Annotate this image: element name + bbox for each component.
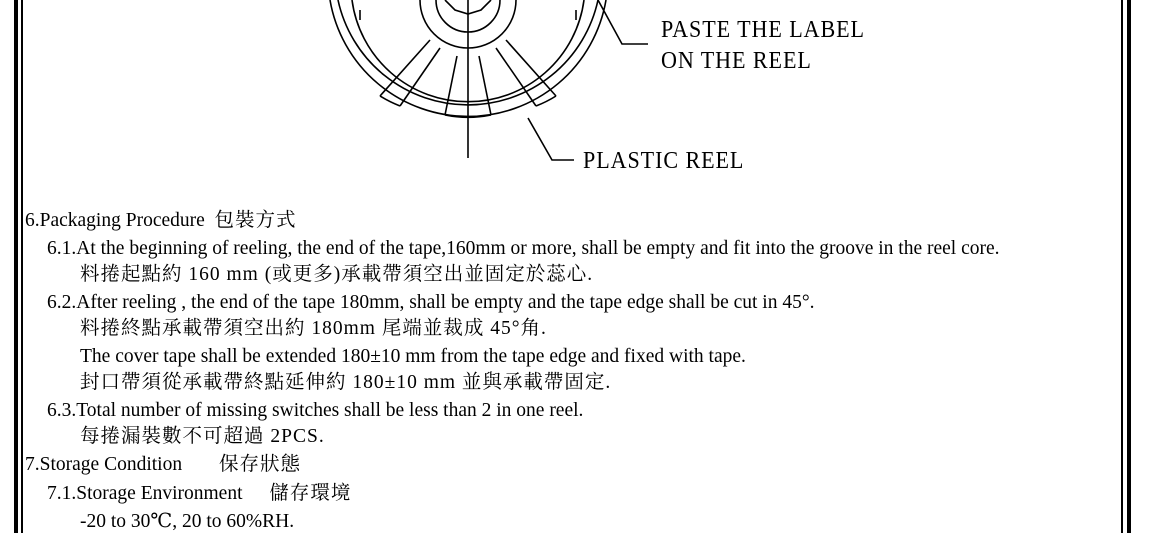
section-6-title-zh: 包裝方式: [214, 210, 297, 231]
label-callout: [661, 15, 865, 77]
item-6-2-en-2: The cover tape shall be extended 180±10 mm from the tape edge and fixed with tape.: [80, 346, 746, 367]
section-7-title: 7.Storage Condition: [25, 454, 183, 475]
section-6-title: 6.Packaging Procedure: [25, 210, 205, 231]
label-callout-line-1: PASTE THE LABEL: [661, 17, 865, 43]
item-6-3-zh: 每捲漏裝數不可超過 2PCS.: [80, 426, 325, 447]
section-6-heading: [25, 209, 297, 233]
item-6-2-zh-2: 封口帶須從承載帶終點延伸約 180±10 mm 並與承載帶固定.: [80, 372, 612, 393]
item-6-1-en: 6.1.At the beginning of reeling, the end of the tape,160mm or more, shall be empty and fit into the groove in the reel core.: [47, 238, 1000, 259]
item-6-1-zh: 料捲起點約 160 mm (或更多)承載帶須空出並固定於蕊心.: [80, 264, 594, 285]
section-7-title-zh: 保存狀態: [218, 454, 301, 475]
reel-spoke: [506, 40, 556, 96]
reel-spoke: [479, 56, 491, 115]
item-6-3-en: 6.3.Total number of missing switches shall be less than 2 in one reel.: [47, 400, 584, 421]
reel-leader-line: [528, 118, 574, 160]
item-7-1-zh: 儲存環境: [269, 483, 352, 504]
section-7-heading: [25, 453, 301, 477]
reel-spoke: [380, 40, 430, 96]
item-7-1-en: 7.1.Storage Environment: [47, 483, 243, 504]
reel-callout: PLASTIC REEL: [583, 148, 745, 174]
label-callout-line-2: ON THE REEL: [661, 48, 812, 74]
item-6-2-zh: 料捲終點承載帶須空出約 180mm 尾端並裁成 45°角.: [80, 318, 547, 339]
reel-drawing: [0, 0, 1150, 200]
reel-spoke: [445, 56, 457, 115]
item-7-1-value: -20 to 30℃, 20 to 60%RH.: [80, 511, 295, 532]
item-6-2-en: 6.2.After reeling , the end of the tape 180mm, shall be empty and the tape edge shall be cut in 45°.: [47, 292, 815, 313]
item-7-1: [47, 482, 351, 506]
